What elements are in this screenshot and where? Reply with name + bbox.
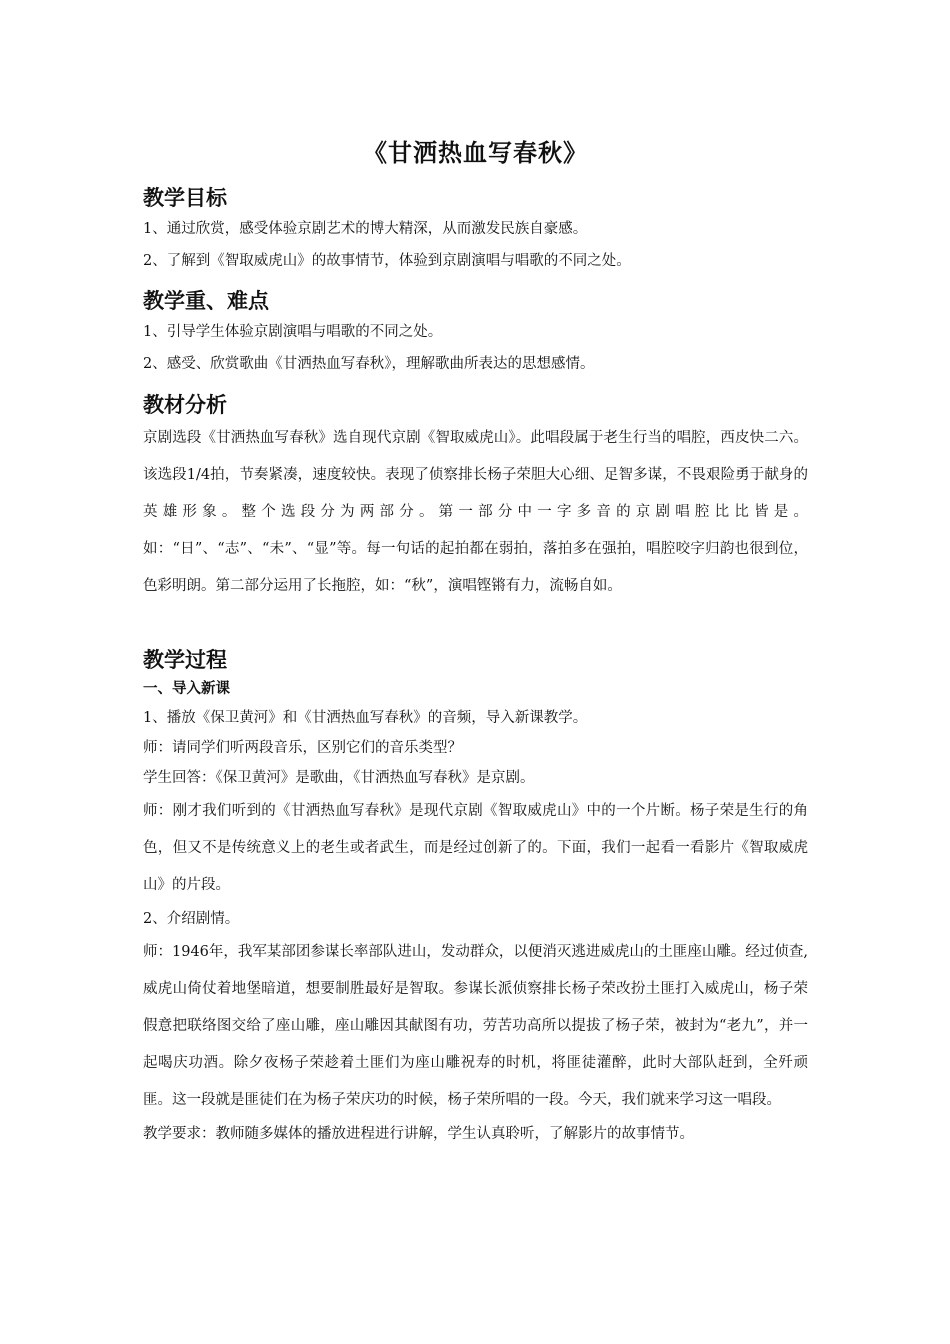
analysis-paragraph: 京剧选段《甘洒热血写春秋》选自现代京剧《智取威虎山》。此唱段属于老生行当的唱腔，西皮快二六。该选段1/4拍，节奏紧凑，速度较快。表现了侦察排长杨子荣胆大心细、足智多谋，不畏艰险勇于献身的英雄形象。整个选段分为两部分。第一部分中一字多音的京剧唱腔比比皆是。如：“日”、“志”、“未”、“显”等。每一句话的起拍都在弱拍，落拍多在强拍，唱腔咬字归韵也很到位，色彩明朗。第二部分运用了长拖腔，如：“秋”，演唱铿锵有力，流畅自如。 bbox=[143, 430, 808, 594]
section-objectives bbox=[143, 183, 808, 277]
key-point-item: 2、感受、欣赏歌曲《甘洒热血写春秋》，理解歌曲所表达的思想感情。 bbox=[143, 356, 595, 372]
section-key-points bbox=[143, 286, 808, 380]
document-title: 《甘洒热血写春秋》 bbox=[363, 139, 588, 167]
process-paragraph: 教学要求：教师随多媒体的播放进程进行讲解，学生认真聆听，了解影片的故事情节。 bbox=[143, 1126, 694, 1142]
process-paragraph: 2、介绍剧情。 bbox=[143, 911, 240, 927]
key-point-item: 1、引导学生体验京剧演唱与唱歌的不同之处。 bbox=[143, 324, 443, 340]
process-paragraph: 1、播放《保卫黄河》和《甘洒热血写春秋》的音频，导入新课教学。 bbox=[143, 710, 588, 726]
objective-item: 1、通过欣赏，感受体验京剧艺术的博大精深，从而激发民族自豪感。 bbox=[143, 221, 588, 237]
section-process bbox=[143, 645, 808, 1149]
section-heading: 教学目标 bbox=[143, 186, 227, 210]
process-paragraph: 学生回答：《保卫黄河》是歌曲，《甘洒热血写春秋》是京剧。 bbox=[143, 770, 535, 786]
process-paragraph: 师：刚才我们听到的《甘洒热血写春秋》是现代京剧《智取威虎山》中的一个片断。杨子荣是生行的角色，但又不是传统意义上的老生或者武生，而是经过创新了的。下面，我们一起看一看影片《智取威虎山》的片段。 bbox=[143, 803, 808, 893]
subsection-heading: 一、导入新课 bbox=[143, 681, 230, 697]
section-analysis bbox=[143, 390, 808, 605]
section-heading: 教学过程 bbox=[143, 648, 227, 672]
section-heading: 教材分析 bbox=[143, 393, 227, 417]
process-paragraph: 师：1946年，我军某部团参谋长率部队进山，发动群众，以便消灭逃进威虎山的土匪座山雕。经过侦查,威虎山倚仗着地堡暗道，想要制胜最好是智取。参谋长派侦察排长杨子荣改扮土匪打入威虎山，杨子荣假意把联络图交给了座山雕，座山雕因其献图有功，劳苦功高所以提拔了杨子荣，被封为“老九”，并一起喝庆功酒。除夕夜杨子荣趁着土匪们为座山雕祝寿的时机，将匪徒灌醉，此时大部队赶到，全歼顽匪。这一段就是匪徒们在为杨子荣庆功的时候，杨子荣所唱的一段。今天，我们就来学习这一唱段。 bbox=[143, 944, 809, 1108]
process-paragraph: 师：请同学们听两段音乐，区别它们的音乐类型？ bbox=[143, 740, 462, 756]
section-heading: 教学重、难点 bbox=[143, 289, 269, 313]
objective-item: 2、了解到《智取威虎山》的故事情节，体验到京剧演唱与唱歌的不同之处。 bbox=[143, 253, 631, 269]
